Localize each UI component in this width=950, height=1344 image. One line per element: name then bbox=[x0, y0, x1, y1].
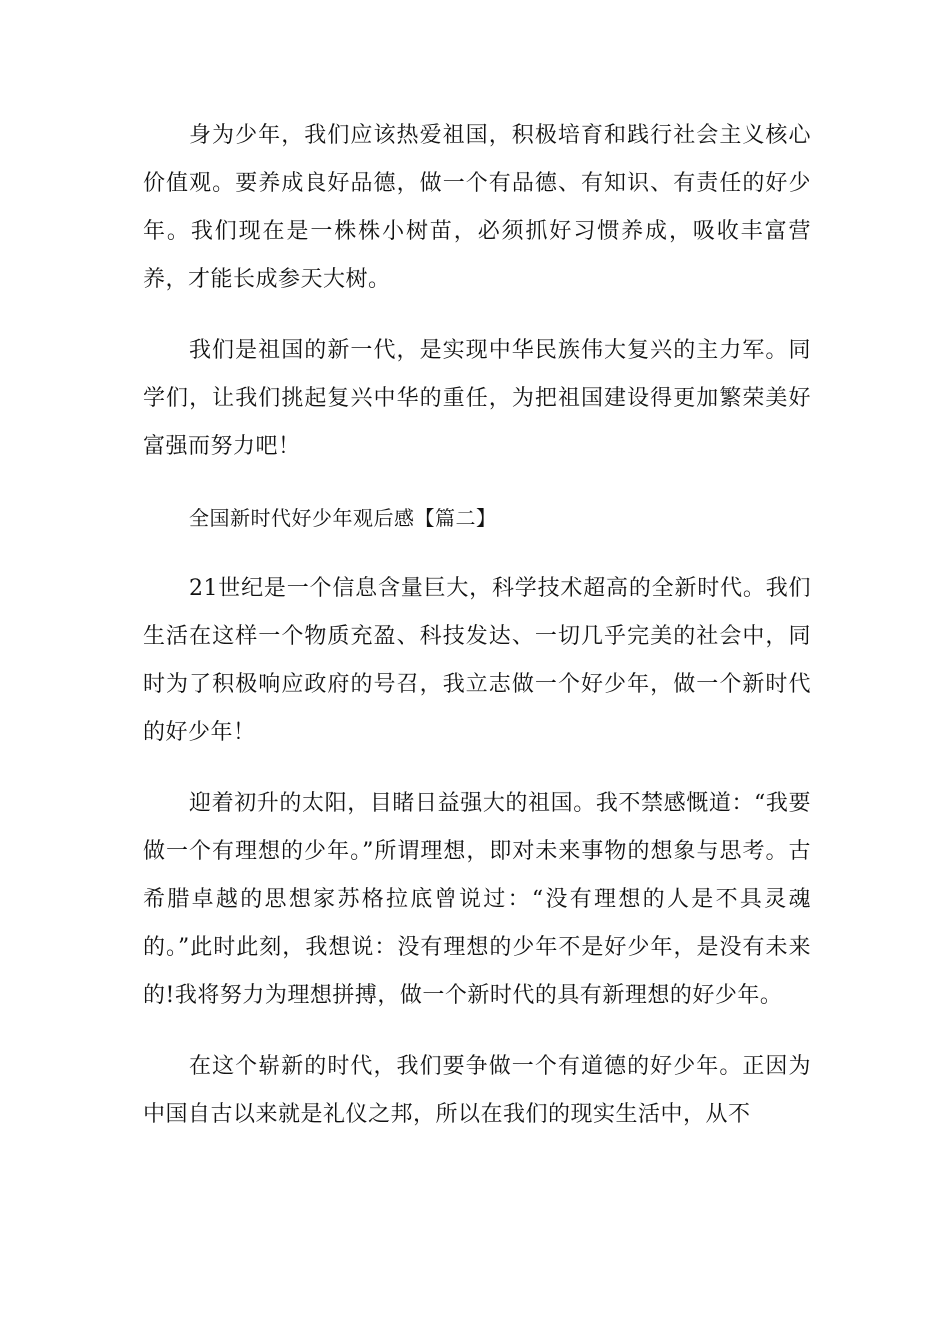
paragraph-4: 迎着初升的太阳，目睹日益强大的祖国。我不禁感慨道：“我要做一个有理想的少年。”所谓理想，即对未来事物的想象与思考。古希腊卓越的思想家苏格拉底曾说过：“没有理想的人是不具灵魂的。”此时此刻，我想说：没有理想的少年不是好少年，是没有未来的!我将努力为理想拼搏，做一个新时代的具有新理想的好少年。 bbox=[143, 791, 811, 1008]
paragraph-1: 身为少年，我们应该热爱祖国，积极培育和践行社会主义核心价值观。要养成良好品德，做一个有品德、有知识、有责任的好少年。我们现在是一株株小树苗，必须抓好习惯养成，吸收丰富营养，才能长成参天大树。 bbox=[143, 123, 811, 292]
paragraph-5: 在这个崭新的时代，我们要争做一个有道德的好少年。正因为中国自古以来就是礼仪之邦，所以在我们的现实生活中，从不 bbox=[143, 1054, 811, 1127]
paragraph-2: 我们是祖国的新一代，是实现中华民族伟大复兴的主力军。同学们，让我们挑起复兴中华的重任，为把祖国建设得更加繁荣美好富强而努力吧！ bbox=[143, 338, 811, 459]
section-heading: 全国新时代好少年观后感【篇二】 bbox=[189, 506, 497, 530]
document-body bbox=[143, 112, 811, 1162]
paragraph-3: 21世纪是一个信息含量巨大，科学技术超高的全新时代。我们生活在这样一个物质充盈、科技发达、一切几乎完美的社会中，同时为了积极响应政府的号召，我立志做一个好少年，做一个新时代的好少年！ bbox=[143, 576, 811, 745]
